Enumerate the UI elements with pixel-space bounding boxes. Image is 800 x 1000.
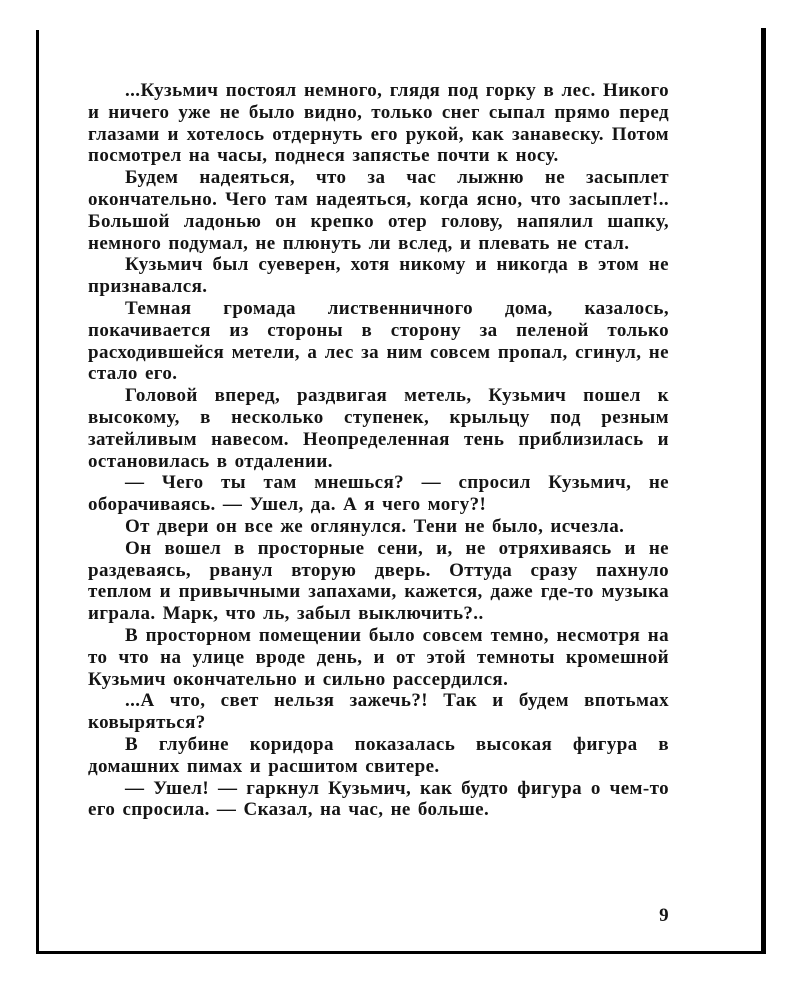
paragraph: От двери он все же оглянулся. Тени не было, исчезла. (125, 515, 625, 537)
page-number: 9 (659, 905, 669, 926)
paragraph: Будем надеяться, что за час лыжню не засыплет окончательно. Чего там надеяться, когда ясно, что засыплет!.. Большой ладонью он крепко отер голову, напялил шапку, немного подумал, не плюнуть ли вслед, и плевать не стал. (88, 167, 669, 254)
paragraph: Головой вперед, раздвигая метель, Кузьмич пошел к высокому, в несколько ступенек, крыльцу под резным затейливым навесом. Неопределенная тень приблизилась и остановилась в отдалении. (88, 385, 669, 472)
scan-edge-bottom (36, 951, 766, 954)
scan-edge-left (36, 30, 39, 954)
paragraph: В глубине коридора показалась высокая фигура в домашних пимах и расшитом свитере. (88, 733, 669, 777)
page-text (88, 80, 669, 821)
paragraph: Кузьмич был суеверен, хотя никому и никогда в этом не признавался. (88, 254, 669, 298)
paragraph: ...Кузьмич постоял немного, глядя под горку в лес. Никого и ничего уже не было видно, только снег сыпал прямо перед глазами и хотелось отдернуть его рукой, как занавеску. Потом посмотрел на часы, поднеся запястье почти к носу. (88, 80, 669, 167)
paragraph: — Чего ты там мнешься? — спросил Кузьмич, не оборачиваясь. — Ушел, да. А я чего могу?! (88, 472, 669, 516)
paragraph: Темная громада лиственничного дома, казалось, покачивается из стороны в сторону за пеленой только расходившейся метели, а лес за ним совсем пропал, сгинул, не стало его. (88, 297, 669, 385)
paragraph: — Ушел! — гаркнул Кузьмич, как будто фигура о чем-то его спросила. — Сказал, на час, не больше. (88, 777, 669, 821)
paragraph: ...А что, свет нельзя зажечь?! Так и будем впотьмах ковыряться? (88, 690, 669, 734)
paragraph: В просторном помещении было совсем темно, несмотря на то что на улице вроде день, и от этой темноты кромешной Кузьмич окончательно и сильно рассердился. (88, 624, 669, 690)
scan-edge-right (761, 28, 766, 954)
paragraph: Он вошел в просторные сени, и, не отряхиваясь и не раздеваясь, рванул вторую дверь. Оттуда сразу пахнуло теплом и привычными запахами, кажется, даже где-то музыка играла. Марк, что ль, забыл выключить?.. (88, 537, 669, 625)
